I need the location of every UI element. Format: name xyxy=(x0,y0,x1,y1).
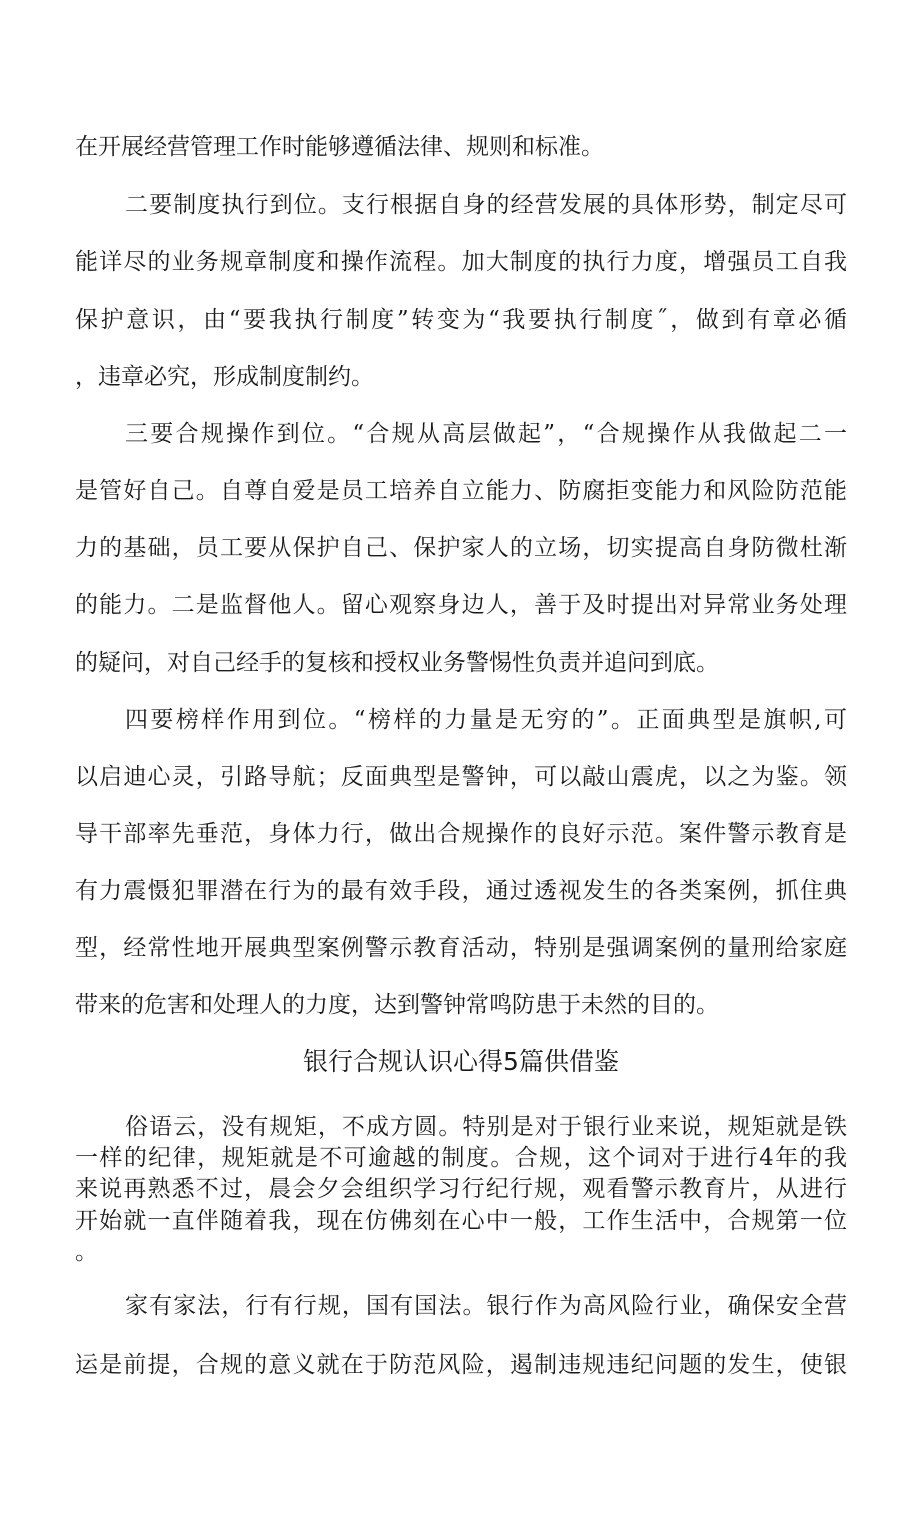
paragraph-line: 。 xyxy=(75,1239,98,1265)
paragraph-line: 三要合规操作到位。“合规从高层做起”，“合规操作从我做起二一 xyxy=(125,421,847,447)
paragraph-line: 四要榜样作用到位。“榜样的力量是无穷的”。正面典型是旗帜,可 xyxy=(125,707,847,733)
paragraph-line: 的能力。二是监督他人。留心观察身边人，善于及时提出对异常业务处理 xyxy=(75,592,847,618)
paragraph-line: 型，经常性地开展典型案例警示教育活动，特别是强调案例的量刑给家庭 xyxy=(75,935,847,961)
section-title: 银行合规认识心得5篇供借鉴 xyxy=(303,1047,619,1076)
paragraph-line: 二要制度执行到位。支行根据自身的经营发展的具体形势，制定尽可 xyxy=(125,192,847,218)
paragraph-line: 能详尽的业务规章制度和操作流程。加大制度的执行力度，增强员工自我 xyxy=(75,249,847,275)
paragraph-line: 力的基础，员工要从保护自己、保护家人的立场，切实提高自身防微杜渐 xyxy=(75,535,847,561)
paragraph-line: 导干部率先垂范，身体力行，做出合规操作的良好示范。案件警示教育是 xyxy=(75,821,847,847)
paragraph-line: 来说再熟悉不过，晨会夕会组织学习行纪行规，观看警示教育片，从进行 xyxy=(75,1176,847,1202)
paragraph-line: 有力震慑犯罪潜在行为的最有效手段，通过透视发生的各类案例，抓住典 xyxy=(75,878,847,904)
paragraph-line: 的疑问，对自己经手的复核和授权业务警惕性负责并追问到底。 xyxy=(75,650,719,676)
paragraph-line: 是管好自己。自尊自爱是员工培养自立能力、防腐拒变能力和风险防范能 xyxy=(75,478,847,504)
paragraph-line: 俗语云，没有规矩，不成方圆。特别是对于银行业来说，规矩就是铁 xyxy=(125,1114,847,1140)
text-line: 在开展经营管理工作时能够遵循法律、规则和标准。 xyxy=(75,134,604,160)
paragraph-line: 带来的危害和处理人的力度，达到警钟常鸣防患于未然的目的。 xyxy=(75,992,719,1018)
paragraph-line: 保护意识，由“要我执行制度”转变为“我要执行制度˝，做到有章必循 xyxy=(75,307,847,333)
paragraph-line: 开始就一直伴随着我，现在仿佛刻在心中一般，工作生活中，合规第一位 xyxy=(75,1208,847,1234)
paragraph-line: 以启迪心灵，引路导航；反面典型是警钟，可以敲山震虎，以之为鉴。领 xyxy=(75,764,847,790)
paragraph-line: 家有家法，行有行规，国有国法。银行作为高风险行业，确保安全营 xyxy=(125,1293,847,1319)
paragraph-line: 一样的纪律，规矩就是不可逾越的制度。合规，这个词对于进行4年的我 xyxy=(75,1145,847,1171)
paragraph-line: ，违章必究，形成制度制约。 xyxy=(75,364,374,390)
document-page xyxy=(75,0,847,1516)
paragraph-line: 运是前提，合规的意义就在于防范风险，遏制违规违纪问题的发生，使银 xyxy=(75,1352,847,1378)
